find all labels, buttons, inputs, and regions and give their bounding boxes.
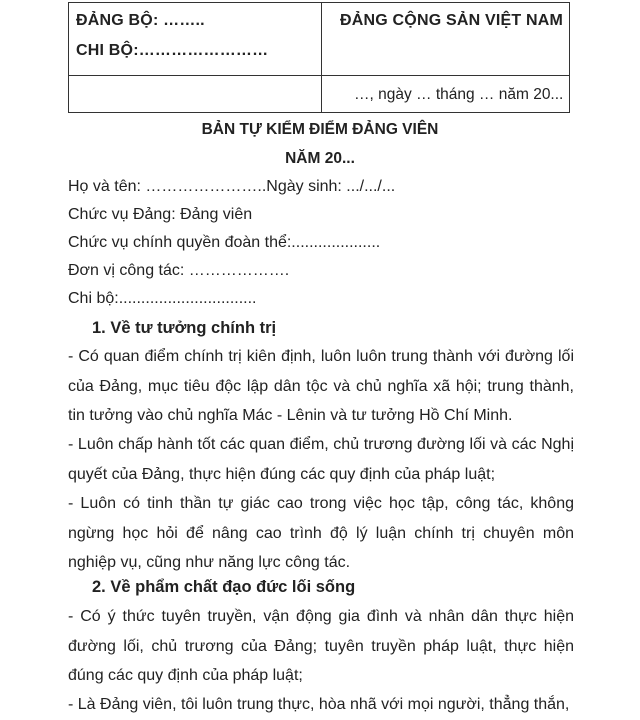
section1-heading: 1. Về tư tưởng chính trị (92, 319, 277, 337)
name-dob-line: Họ và tên: …………………..Ngày sinh: .../.../... (68, 178, 396, 195)
work-unit-line: Đơn vị công tác: ………………. (68, 262, 290, 279)
party-position-line: Chức vụ Đảng: Đảng viên (68, 206, 253, 223)
chi-bo-label: CHI BỘ:…………………… (76, 42, 269, 59)
chi-bo-line: Chi bộ:............................... (68, 290, 257, 307)
section2-paragraph-2: - Là Đảng viên, tôi luôn trung thực, hòa nhã với mọi người, thẳng thắn, (68, 696, 570, 713)
section2-heading: 2. Về phẩm chất đạo đức lối sống (92, 578, 356, 596)
section1-paragraph-1: - Có quan điểm chính trị kiên định, luôn luôn trung thành với đường lối của Đảng, mục tiêu độc lập dân tộc và chủ nghĩa xã hội; trung thành, tin tưởng vào chủ nghĩa Mác - Lênin và tư tưởng Hồ Chí Minh. (68, 348, 574, 424)
party-name: ĐẢNG CỘNG SẢN VIỆT NAM (340, 12, 564, 29)
dang-bo-label: ĐẢNG BỘ: …….. (76, 12, 205, 29)
document-year: NĂM 20... (285, 150, 355, 167)
gov-position-line: Chức vụ chính quyền đoàn thể:.................... (68, 234, 381, 251)
section1-paragraph-3: - Luôn có tinh thần tự giác cao trong việc học tập, công tác, không ngừng học hỏi để nâng cao trình độ lý luận chính trị chuyên môn nghiệp vụ, cũng như năng lực công tác. (68, 495, 574, 571)
document-title: BẢN TỰ KIỂM ĐIỂM ĐẢNG VIÊN (201, 121, 439, 138)
header-divider-vertical (321, 3, 322, 112)
section1-paragraph-2: - Luôn chấp hành tốt các quan điểm, chủ trương đường lối và các Nghị quyết của Đảng, thực hiện đúng các quy định của pháp luật; (68, 436, 574, 483)
header-divider-horizontal (69, 75, 569, 76)
section2-paragraph-1: - Có ý thức tuyên truyền, vận động gia đình và nhân dân thực hiện đường lối, chủ trương của Đảng; tuyên truyền pháp luật, thực hiện đúng các quy định của pháp luật; (68, 608, 574, 684)
date-line: …, ngày … tháng … năm 20... (354, 86, 564, 103)
